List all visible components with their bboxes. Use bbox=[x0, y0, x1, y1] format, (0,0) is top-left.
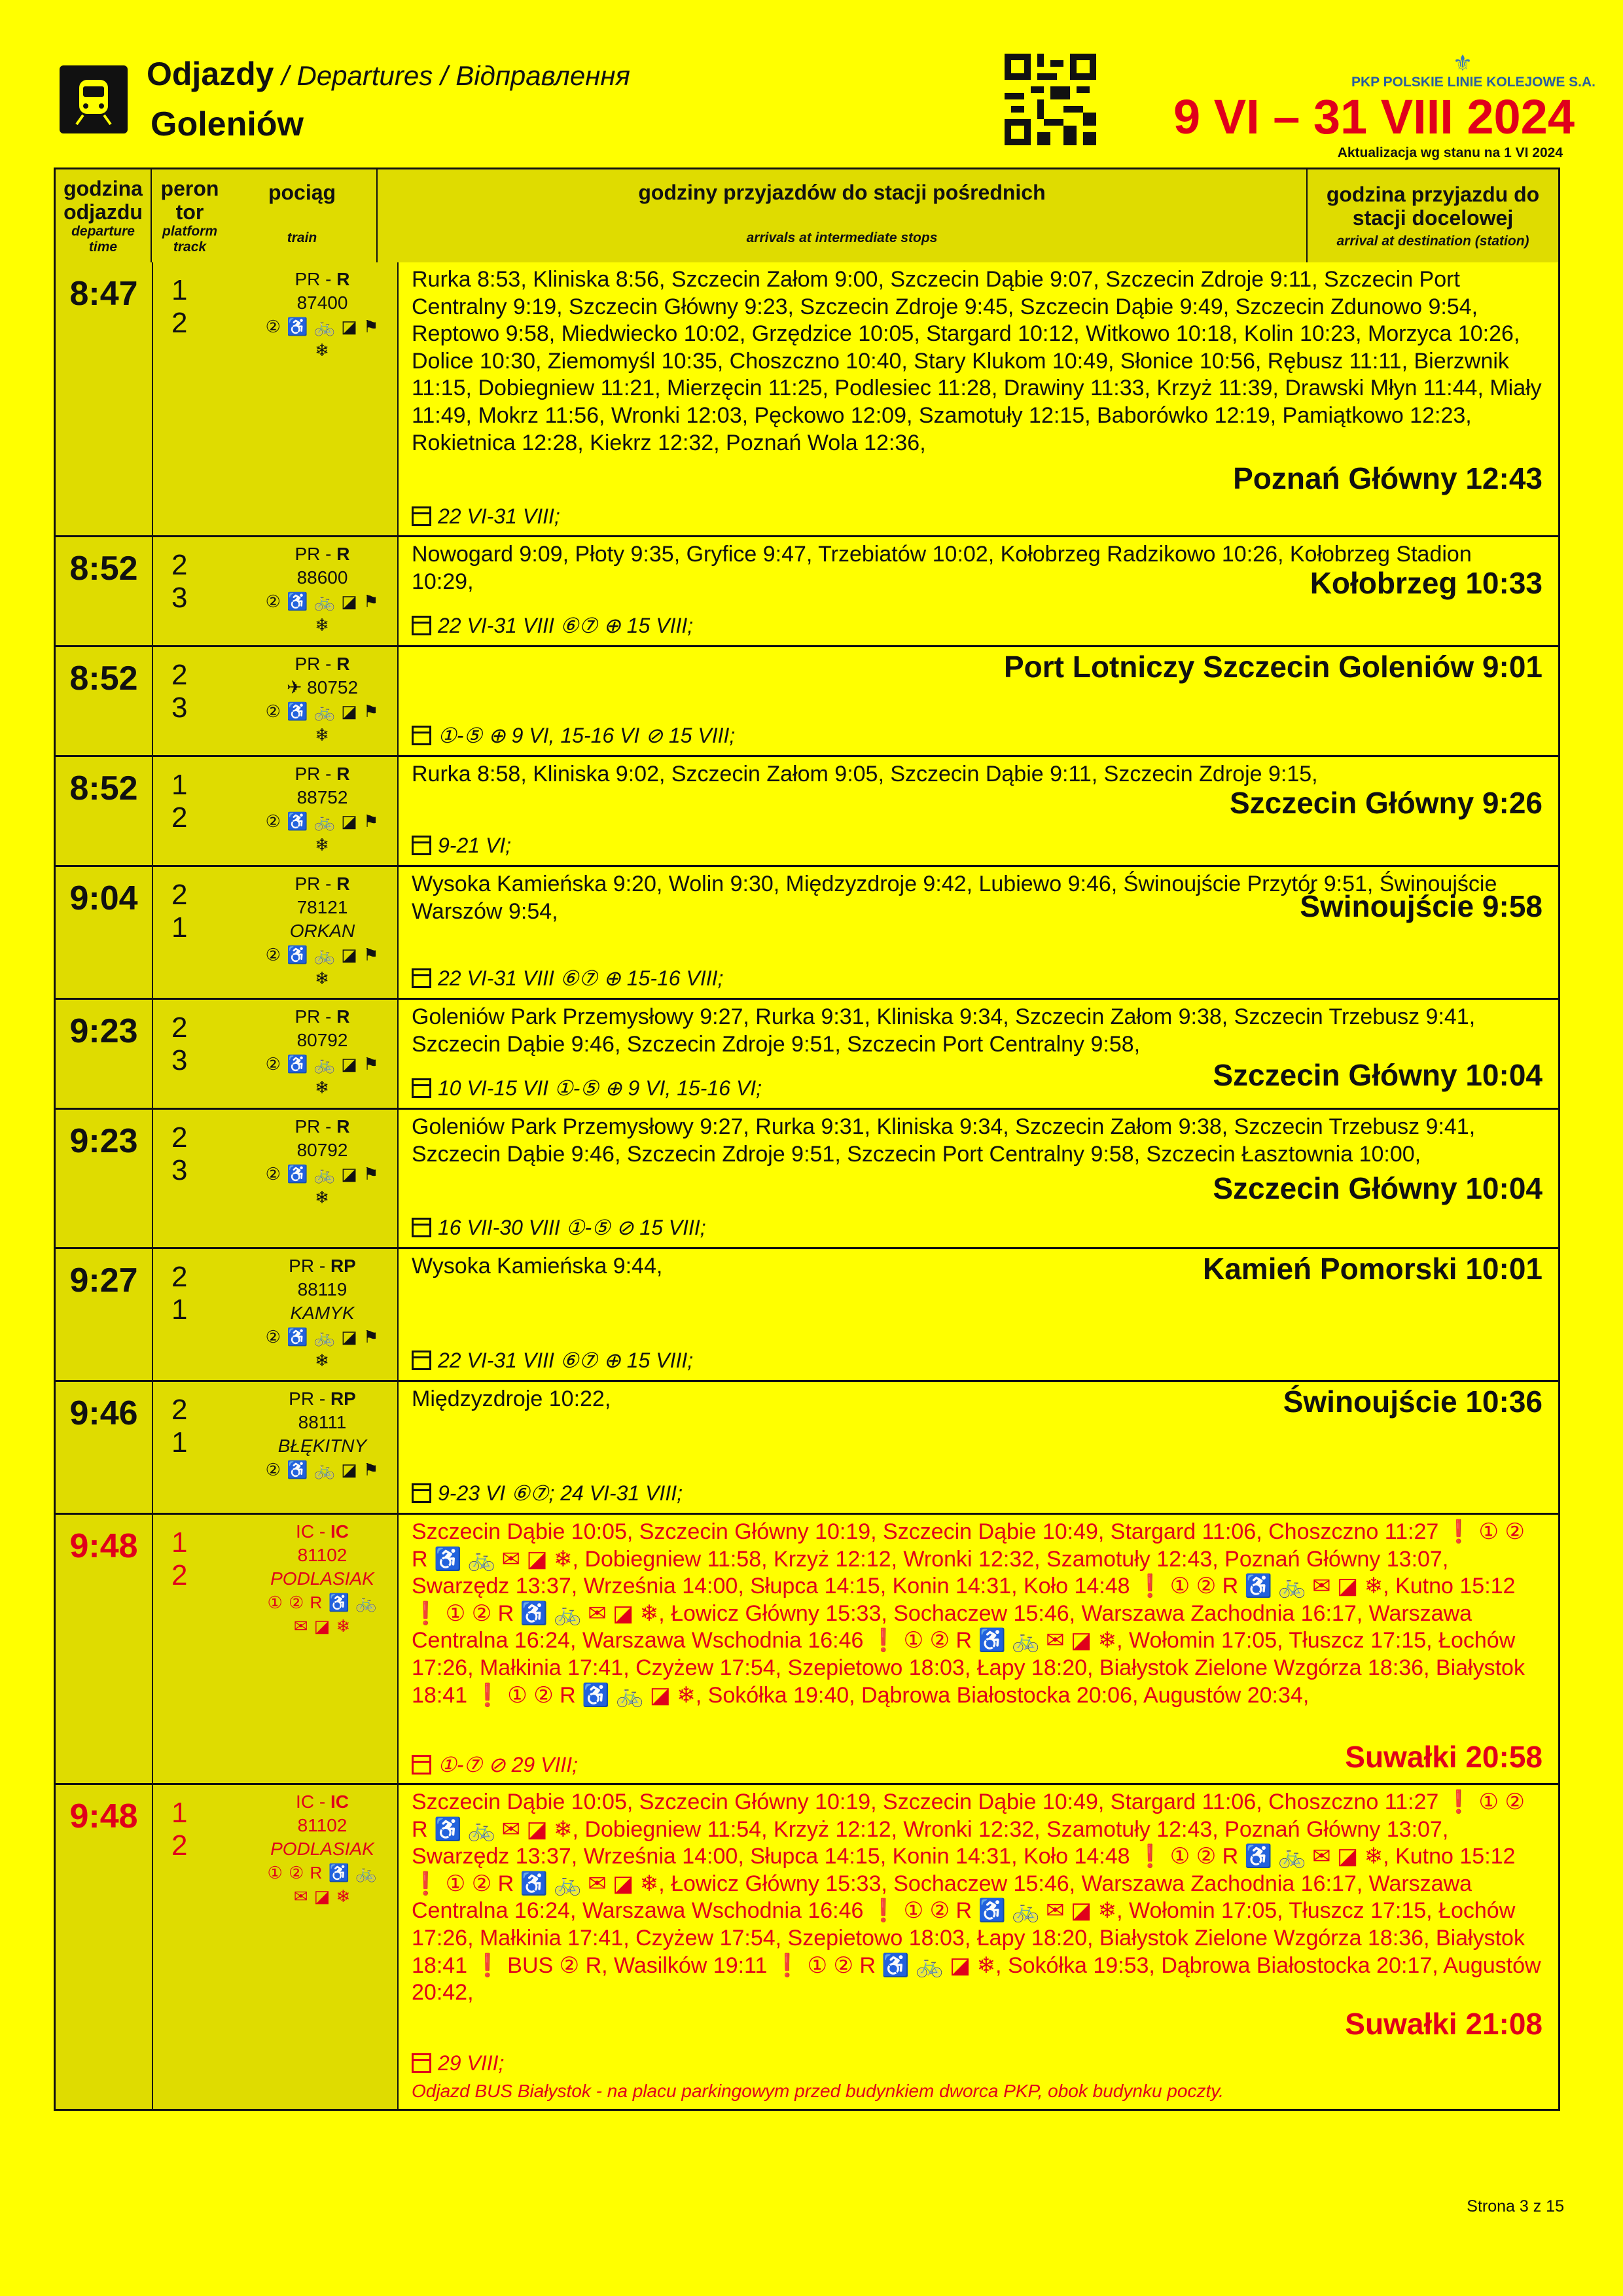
platform-track bbox=[153, 1785, 247, 2109]
track-number: 3 bbox=[171, 1154, 188, 1186]
platform-track bbox=[153, 262, 247, 535]
page-title bbox=[147, 55, 630, 93]
calendar-icon bbox=[412, 506, 431, 526]
departure-time: 9:48 bbox=[56, 1515, 153, 1783]
title-sub: / Departures / Відправлення bbox=[274, 60, 630, 91]
calendar-note bbox=[412, 612, 693, 640]
calendar-icon bbox=[412, 1078, 431, 1098]
running-days: 22 VI-31 VIII ⑥⑦ ⊕ 15 VIII; bbox=[438, 1349, 694, 1372]
update-note: Aktualizacja wg stanu na 1 VI 2024 bbox=[1337, 145, 1563, 160]
track-number: 1 bbox=[171, 911, 188, 944]
train-info bbox=[247, 1249, 399, 1380]
train-category: PR - R bbox=[294, 1116, 350, 1137]
platform-number: 1 bbox=[171, 1797, 188, 1829]
departure-time: 8:52 bbox=[56, 537, 153, 645]
platform-track bbox=[153, 757, 247, 865]
operator-name: PKP POLSKIE LINIE KOLEJOWE S.A. bbox=[1351, 75, 1596, 90]
running-days: 22 VI-31 VIII; bbox=[438, 504, 560, 528]
train-info bbox=[247, 1000, 399, 1108]
destination: Szczecin Główny 9:26 bbox=[1229, 786, 1543, 820]
train-type: IC bbox=[330, 1792, 349, 1812]
calendar-note bbox=[412, 1075, 762, 1103]
train-info bbox=[247, 262, 399, 535]
destination: Poznań Główny 12:43 bbox=[1233, 461, 1543, 495]
running-days: 16 VII-30 VIII ①-⑤ ⊘ 15 VIII; bbox=[438, 1216, 706, 1239]
platform-number: 2 bbox=[171, 879, 188, 911]
train-type: R bbox=[336, 874, 350, 894]
train-number: 88111 bbox=[298, 1412, 347, 1432]
platform-track bbox=[153, 1000, 247, 1108]
carrier: IC bbox=[296, 1792, 315, 1812]
amenity-icons-2: ❄ bbox=[315, 968, 330, 988]
train-number: ✈ 80752 bbox=[286, 677, 359, 698]
departure-time: 9:04 bbox=[56, 867, 153, 998]
intermediate-stops bbox=[399, 1000, 1558, 1108]
platform-track bbox=[153, 1110, 247, 1247]
amenity-icons-2: ❄ bbox=[315, 835, 330, 855]
intermediate-stops bbox=[399, 647, 1558, 755]
train-category: PR - RP bbox=[289, 1256, 356, 1276]
platform-number: 2 bbox=[171, 1394, 188, 1426]
col-dest-en: arrival at destination (station) bbox=[1336, 234, 1529, 249]
train-info bbox=[247, 1382, 399, 1513]
track-number: 2 bbox=[171, 307, 188, 339]
carrier: PR bbox=[294, 544, 321, 564]
calendar-note bbox=[412, 1480, 683, 1508]
stops-text: Szczecin Dąbie 10:05, Szczecin Główny 10:19, Szczecin Dąbie 10:49, Stargard 11:06, Choszczno 11:27 ❗ ① ② R ♿ 🚲 ✉ ◪ ❄, Dobiegniew 11:54, Krzyż 12:12, Wronki 12:32, Szamotuły 12:43, Poznań Główny 13:07, Swarzędz 13:37, Września 14:00, Słupca 14:15, Konin 14:31, Koło 14:48 ❗ ① ② R ♿ 🚲 ✉ ◪ ❄, Kutno 15:12 ❗ ① ② R ♿ 🚲 ✉ ◪ ❄, Łowicz Główny 15:33, Sochaczew 15:46, Warszawa Zachodnia 16:17, Warszawa Centralna 16:24, Warszawa Wschodnia 16:46 ❗ ① ② R ♿ 🚲 ✉ ◪ ❄, Wołomin 17:05, Tłuszcz 17:15, Łochów 17:26, Małkinia 17:41, Czyżew 17:54, Szepietowo 18:03, Łapy 18:20, Białystok Zielone Wzgórza 18:36, Białystok 18:41 ❗ BUS ② R, Wasilków 19:11 ❗ ① ② R ♿ 🚲 ◪ ❄, Sokółka 19:53, Dąbrowa Białostocka 20:17, Augustów 20:42, bbox=[412, 1790, 1541, 2005]
train-type: R bbox=[336, 654, 350, 674]
platform-track bbox=[153, 1382, 247, 1513]
table-row bbox=[56, 1247, 1558, 1380]
qr-code-icon bbox=[1005, 54, 1096, 145]
page-number: Strona 3 z 15 bbox=[1467, 2197, 1564, 2216]
calendar-icon bbox=[412, 836, 431, 855]
stops-text: Wysoka Kamieńska 9:20, Wolin 9:30, Międzyzdroje 9:42, Lubiewo 9:46, Świnoujście Przytór 9:51, Świnoujście Warszów 9:54, bbox=[412, 872, 1497, 924]
platform-track bbox=[153, 867, 247, 998]
table-row bbox=[56, 998, 1558, 1108]
train-number: 80792 bbox=[296, 1030, 348, 1050]
col-plat-pl: peron tor bbox=[160, 177, 219, 224]
amenity-icons: ② ♿ 🚲 ◪ ⚑ bbox=[265, 1327, 380, 1347]
table-body bbox=[56, 262, 1558, 2109]
train-type: RP bbox=[330, 1388, 356, 1409]
amenity-icons-2: ❄ bbox=[315, 1078, 330, 1097]
station-name: Goleniów bbox=[151, 105, 304, 143]
destination: Kołobrzeg 10:33 bbox=[1310, 566, 1543, 600]
platform-track bbox=[153, 537, 247, 645]
table-row bbox=[56, 1108, 1558, 1247]
title-main: Odjazdy bbox=[147, 56, 274, 92]
train-category: IC - IC bbox=[296, 1521, 349, 1542]
carrier: IC bbox=[296, 1521, 315, 1542]
departure-time: 9:46 bbox=[56, 1382, 153, 1513]
destination: Suwałki 20:58 bbox=[1345, 1740, 1543, 1774]
train-number: 80792 bbox=[296, 1140, 348, 1160]
amenity-icons-2: ❄ bbox=[315, 1188, 330, 1207]
amenity-icons: ① ② R ♿ 🚲 bbox=[267, 1593, 378, 1612]
calendar-icon bbox=[412, 1218, 431, 1237]
train-category: PR - RP bbox=[289, 1388, 356, 1409]
stops-text: Nowogard 9:09, Płoty 9:35, Gryfice 9:47, Trzebiatów 10:02, Kołobrzeg Radzikowo 10:26, Kołobrzeg Stadion 10:29, bbox=[412, 542, 1472, 594]
stops-text: Rurka 8:53, Kliniska 8:56, Szczecin Załom 9:00, Szczecin Dąbie 9:07, Szczecin Zdroje 9:11, Szczecin Port Centralny 9:19, Szczecin Główny 9:23, Szczecin Zdroje 9:45, Szczecin Dąbie 9:49, Szczecin Zdunowo 9:54, Reptowo 9:58, Miedwiecko 10:02, Grzędzice 10:05, Stargard 10:12, Witkowo 10:18, Kolin 10:23, Morzyca 10:26, Dolice 10:30, Ziemomyśl 10:35, Choszczno 10:40, Stary Klukom 10:49, Słonice 10:56, Rębusz 11:11, Bierzwnik 11:15, Dobiegniew 11:21, Mierzęcin 11:25, Podlesiec 11:28, Drawiny 11:33, Krzyż 11:39, Drawski Młyn 11:44, Miały 11:49, Mokrz 11:56, Wronki 12:03, Pęckowo 12:09, Szamotuły 12:15, Baborówko 12:19, Pamiątkowo 12:23, Rokietnica 12:28, Kiekrz 12:32, Poznań Wola 12:36, bbox=[412, 267, 1542, 455]
train-info bbox=[247, 1785, 399, 2109]
amenity-icons-2: ✉ ◪ ❄ bbox=[293, 1616, 351, 1636]
destination: Szczecin Główny 10:04 bbox=[1213, 1171, 1543, 1205]
departure-time: 8:47 bbox=[56, 262, 153, 535]
calendar-icon bbox=[412, 1483, 431, 1503]
stops-text: Rurka 8:58, Kliniska 9:02, Szczecin Załom 9:05, Szczecin Dąbie 9:11, Szczecin Zdroje 9:15, bbox=[412, 762, 1318, 786]
train-category: PR - R bbox=[294, 654, 350, 674]
table-row bbox=[56, 865, 1558, 998]
amenity-icons: ① ② R ♿ 🚲 bbox=[267, 1863, 378, 1882]
train-number: 88752 bbox=[296, 787, 348, 807]
calendar-note bbox=[412, 1347, 693, 1375]
intermediate-stops bbox=[399, 1249, 1558, 1380]
carrier: PR bbox=[294, 764, 321, 784]
train-type: R bbox=[336, 544, 350, 564]
destination: Świnoujście 9:58 bbox=[1300, 889, 1543, 923]
running-days: 10 VI-15 VII ①-⑤ ⊕ 9 VI, 15-16 VI; bbox=[438, 1076, 762, 1100]
table-row bbox=[56, 1380, 1558, 1513]
train-info bbox=[247, 1515, 399, 1783]
amenity-icons: ② ♿ 🚲 ◪ ⚑ bbox=[265, 1054, 380, 1074]
col-train-pl: pociąg bbox=[268, 181, 336, 204]
amenity-icons: ② ♿ 🚲 ◪ ⚑ bbox=[265, 811, 380, 831]
stops-text: Wysoka Kamieńska 9:44, bbox=[412, 1254, 663, 1279]
train-number: 87400 bbox=[296, 292, 348, 313]
stops-text: Międzyzdroje 10:22, bbox=[412, 1386, 611, 1411]
stops-text: Szczecin Dąbie 10:05, Szczecin Główny 10:19, Szczecin Dąbie 10:49, Stargard 11:06, Choszczno 11:27 ❗ ① ② R ♿ 🚲 ✉ ◪ ❄, Dobiegniew 11:58, Krzyż 12:12, Wronki 12:32, Szamotuły 12:43, Poznań Główny 13:07, Swarzędz 13:37, Września 14:00, Słupca 14:15, Konin 14:31, Koło 14:48 ❗ ① ② R ♿ 🚲 ✉ ◪ ❄, Kutno 15:12 ❗ ① ② R ♿ 🚲 ✉ ◪ ❄, Łowicz Główny 15:33, Sochaczew 15:46, Warszawa Zachodnia 16:17, Warszawa Centralna 16:24, Warszawa Wschodnia 16:46 ❗ ① ② R ♿ 🚲 ✉ ◪ ❄, Wołomin 17:05, Tłuszcz 17:15, Łochów 17:26, Małkinia 17:41, Czyżew 17:54, Szepietowo 18:03, Łapy 18:20, Białystok Zielone Wzgórza 18:36, Białystok 18:41 ❗ ① ② R ♿ 🚲 ◪ ❄, Sokółka 19:40, Dąbrowa Białostocka 20:06, Augustów 20:34, bbox=[412, 1519, 1525, 1708]
col-stops-pl: godziny przyjazdów do stacji pośrednich bbox=[638, 181, 1046, 204]
amenity-icons-2: ❄ bbox=[315, 615, 330, 635]
carrier: PR bbox=[294, 1006, 321, 1027]
track-number: 2 bbox=[171, 1829, 188, 1862]
intermediate-stops bbox=[399, 867, 1558, 998]
validity-range: 9 VI – 31 VIII 2024 bbox=[1173, 90, 1575, 144]
departure-time: 9:23 bbox=[56, 1110, 153, 1247]
destination: Suwałki 21:08 bbox=[1345, 2007, 1543, 2041]
train-category: PR - R bbox=[294, 1006, 350, 1027]
running-days: 9-21 VI; bbox=[438, 834, 512, 857]
amenity-icons: ② ♿ 🚲 ◪ ⚑ bbox=[265, 592, 380, 611]
col-dep-pl: godzina odjazdu bbox=[63, 177, 143, 224]
train-category: PR - R bbox=[294, 269, 350, 289]
departures-table bbox=[54, 168, 1560, 2111]
calendar-icon bbox=[412, 1351, 431, 1370]
train-category: PR - R bbox=[294, 544, 350, 564]
amenity-icons-2: ❄ bbox=[315, 725, 330, 745]
intermediate-stops bbox=[399, 537, 1558, 645]
track-number: 3 bbox=[171, 692, 188, 724]
amenity-icons-2: ✉ ◪ ❄ bbox=[293, 1886, 351, 1906]
track-number: 3 bbox=[171, 582, 188, 614]
departure-time: 8:52 bbox=[56, 757, 153, 865]
running-days: 22 VI-31 VIII ⑥⑦ ⊕ 15 VIII; bbox=[438, 614, 694, 637]
platform-track bbox=[153, 1515, 247, 1783]
carrier: PR bbox=[294, 654, 321, 674]
train-info bbox=[247, 1110, 399, 1247]
table-row bbox=[56, 1513, 1558, 1783]
track-number: 1 bbox=[171, 1426, 188, 1458]
calendar-icon bbox=[412, 1755, 431, 1775]
col-plat-en: platform track bbox=[162, 224, 217, 255]
intermediate-stops bbox=[399, 1382, 1558, 1513]
col-train-en: train bbox=[287, 230, 317, 245]
platform-number: 2 bbox=[171, 659, 188, 691]
intermediate-stops bbox=[399, 1110, 1558, 1247]
calendar-note bbox=[412, 2050, 504, 2077]
destination: Szczecin Główny 10:04 bbox=[1213, 1058, 1543, 1092]
track-number: 2 bbox=[171, 1559, 188, 1591]
carrier: PR bbox=[289, 1388, 315, 1409]
operator-logo bbox=[1351, 51, 1596, 90]
intermediate-stops bbox=[399, 1515, 1558, 1783]
amenity-icons: ② ♿ 🚲 ◪ ⚑ bbox=[265, 701, 380, 721]
platform-number: 1 bbox=[171, 1527, 188, 1559]
train-name: PODLASIAK bbox=[270, 1568, 374, 1589]
platform-number: 2 bbox=[171, 549, 188, 581]
amenity-icons: ② ♿ 🚲 ◪ ⚑ bbox=[265, 945, 380, 964]
calendar-note bbox=[412, 722, 735, 750]
train-type: RP bbox=[330, 1256, 356, 1276]
intermediate-stops bbox=[399, 262, 1558, 535]
destination: Kamień Pomorski 10:01 bbox=[1202, 1252, 1543, 1286]
track-number: 3 bbox=[171, 1044, 188, 1076]
train-category: PR - R bbox=[294, 874, 350, 894]
pkp-wing-icon: ⚜ bbox=[1452, 51, 1473, 76]
train-category: PR - R bbox=[294, 764, 350, 784]
train-info bbox=[247, 647, 399, 755]
amenity-icons-2: ❄ bbox=[315, 340, 330, 360]
carrier: PR bbox=[289, 1256, 315, 1276]
calendar-note bbox=[412, 1752, 578, 1779]
train-number: 81102 bbox=[297, 1815, 348, 1835]
departure-time: 9:23 bbox=[56, 1000, 153, 1108]
train-name: KAMYK bbox=[290, 1303, 355, 1323]
departure-time: 9:48 bbox=[56, 1785, 153, 2109]
train-number: 81102 bbox=[297, 1545, 348, 1565]
intermediate-stops bbox=[399, 757, 1558, 865]
table-row bbox=[56, 1783, 1558, 2109]
departure-time: 8:52 bbox=[56, 647, 153, 755]
train-logo-icon bbox=[60, 65, 128, 133]
calendar-icon bbox=[412, 726, 431, 745]
table-header bbox=[56, 169, 1558, 262]
carrier: PR bbox=[294, 874, 321, 894]
platform-number: 1 bbox=[171, 769, 188, 801]
destination: Świnoujście 10:36 bbox=[1283, 1385, 1543, 1419]
train-type: R bbox=[336, 1006, 350, 1027]
train-type: IC bbox=[330, 1521, 349, 1542]
amenity-icons: ② ♿ 🚲 ◪ ⚑ bbox=[265, 1164, 380, 1184]
platform-number: 1 bbox=[171, 274, 188, 306]
table-row bbox=[56, 535, 1558, 645]
calendar-icon bbox=[412, 616, 431, 635]
train-number: 78121 bbox=[296, 897, 348, 917]
destination: Port Lotniczy Szczecin Goleniów 9:01 bbox=[1003, 650, 1543, 684]
table-row bbox=[56, 262, 1558, 535]
amenity-icons-2: ❄ bbox=[315, 1351, 330, 1370]
platform-track bbox=[153, 1249, 247, 1380]
train-number: 88119 bbox=[297, 1279, 348, 1299]
carrier: PR bbox=[294, 269, 321, 289]
running-days: 9-23 VI ⑥⑦; 24 VI-31 VIII; bbox=[438, 1481, 683, 1505]
running-days: ①-⑦ ⊘ 29 VIII; bbox=[438, 1753, 579, 1776]
calendar-note bbox=[412, 965, 723, 993]
platform-number: 2 bbox=[171, 1261, 188, 1293]
calendar-icon bbox=[412, 968, 431, 988]
amenity-icons: ② ♿ 🚲 ◪ ⚑ bbox=[265, 317, 380, 336]
footnote: Odjazd BUS Białystok - na placu parkingowym przed budynkiem dworca PKP, obok budynku poczty. bbox=[412, 2081, 1224, 2101]
platform-track bbox=[153, 647, 247, 755]
calendar-note bbox=[412, 1214, 706, 1242]
train-name: ORKAN bbox=[289, 921, 355, 941]
train-type: R bbox=[336, 1116, 350, 1137]
train-name: BŁĘKITNY bbox=[277, 1436, 367, 1456]
train-number: 88600 bbox=[296, 567, 348, 588]
train-info bbox=[247, 867, 399, 998]
intermediate-stops bbox=[399, 1785, 1558, 2109]
stops-text: Goleniów Park Przemysłowy 9:27, Rurka 9:31, Kliniska 9:34, Szczecin Załom 9:38, Szczecin Trzebusz 9:41, Szczecin Dąbie 9:46, Szczecin Zdroje 9:51, Szczecin Port Centralny 9:58, Szczecin Łasztownia 10:00, bbox=[412, 1114, 1476, 1167]
track-number: 2 bbox=[171, 802, 188, 834]
train-category: IC - IC bbox=[296, 1792, 349, 1812]
col-dep-en: departure time bbox=[71, 224, 135, 255]
running-days: 29 VIII; bbox=[438, 2051, 505, 2075]
col-dest-pl: godzina przyjazdu do stacji docelowej bbox=[1326, 183, 1540, 230]
train-info bbox=[247, 757, 399, 865]
platform-number: 2 bbox=[171, 1012, 188, 1044]
calendar-note bbox=[412, 503, 560, 531]
track-number: 1 bbox=[171, 1294, 188, 1326]
train-name: PODLASIAK bbox=[270, 1839, 374, 1859]
table-row bbox=[56, 755, 1558, 865]
platform-number: 2 bbox=[171, 1122, 188, 1154]
carrier: PR bbox=[294, 1116, 321, 1137]
departure-time: 9:27 bbox=[56, 1249, 153, 1380]
calendar-note bbox=[412, 832, 511, 860]
running-days: 22 VI-31 VIII ⑥⑦ ⊕ 15-16 VIII; bbox=[438, 966, 724, 990]
table-row bbox=[56, 645, 1558, 755]
running-days: ①-⑤ ⊕ 9 VI, 15-16 VI ⊘ 15 VIII; bbox=[438, 724, 736, 747]
amenity-icons: ② ♿ 🚲 ◪ ⚑ bbox=[265, 1460, 380, 1479]
train-info bbox=[247, 537, 399, 645]
train-type: R bbox=[336, 269, 350, 289]
col-stops-en: arrivals at intermediate stops bbox=[746, 230, 938, 245]
train-type: R bbox=[336, 764, 350, 784]
stops-text: Goleniów Park Przemysłowy 9:27, Rurka 9:31, Kliniska 9:34, Szczecin Załom 9:38, Szczecin Trzebusz 9:41, Szczecin Dąbie 9:46, Szczecin Zdroje 9:51, Szczecin Port Centralny 9:58, bbox=[412, 1004, 1476, 1057]
calendar-icon bbox=[412, 2053, 431, 2073]
